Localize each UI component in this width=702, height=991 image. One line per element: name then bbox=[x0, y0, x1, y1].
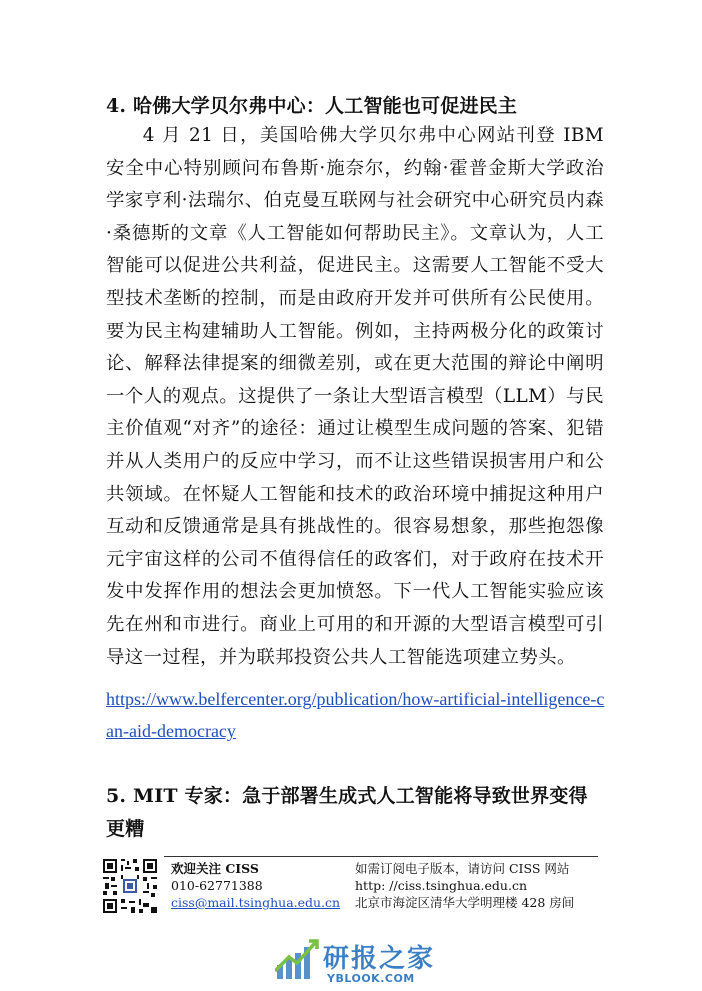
phone-number: 010-62771388 bbox=[171, 878, 263, 893]
watermark-name: 研报之家 bbox=[323, 944, 436, 974]
footer-divider bbox=[164, 856, 598, 857]
qr-code-icon bbox=[103, 859, 157, 913]
section-4-paragraph: 4 月 21 日，美国哈佛大学贝尔弗中心网站刊登 IBM 安全中心特别顾问布鲁斯·施奈尔，约翰·霍普金斯大学政治学家亨利·法瑞尔、伯克曼互联网与社会研究中心研究员内森·桑德斯的文章《人工智能如何帮助民主》。文章认为，人工智能可以促进公共利益，促进民主。这需要人工智能不受大型技术垄断的控制，而是由政府开发并可供所有公民使用。要为民主构建辅助人工智能。例如，主持两极分化的政策讨论、解释法律提案的细微差别，或在更大范围的辩论中阐明一个人的观点。这提供了一条让大型语言模型（LLM）与民主价值观“对齐”的途径：通过让模型生成问题的答案、犯错并从人类用户的反应中学习，而不让这些错误损害用户和公共领域。在怀疑人工智能和技术的政治环境中捕捉这种用户互动和反馈通常是具有挑战性的。很容易想象，那些抱怨像元宇宙这样的公司不值得信任的政客们，对于政府在技术开发中发挥作用的想法会更加愤怒。下一代人工智能实验应该先在州和市进行。商业上可用的和开源的大型语言模型可引导这一过程，并为联邦投资公共人工智能选项建立势头。 bbox=[106, 125, 604, 668]
email-link[interactable]: ciss@mail.tsinghua.edu.cn bbox=[171, 895, 341, 910]
section-4-heading: 4. 哈佛大学贝尔弗中心：人工智能也可促进民主 bbox=[106, 95, 518, 117]
footer-info bbox=[355, 860, 574, 911]
subscribe-text: 如需订阅电子版本，请访问 CISS 网站 bbox=[355, 861, 570, 876]
source-link[interactable]: https://www.belfercenter.org/publication/how-artificial-intelligence-can-aid-democracy bbox=[106, 689, 605, 741]
watermark-domain: YBLOOK.COM bbox=[327, 972, 415, 985]
section-4-body bbox=[106, 120, 604, 674]
website-text: http: //ciss.tsinghua.edu.cn bbox=[355, 878, 527, 893]
section-5-heading: 5. MIT 专家：急于部署生成式人工智能将导致世界变得更糟 bbox=[106, 785, 588, 840]
footer-contact bbox=[171, 860, 340, 911]
follow-label: 欢迎关注 CISS bbox=[171, 861, 259, 876]
address-text: 北京市海淀区清华大学明理楼 428 房间 bbox=[355, 895, 575, 910]
